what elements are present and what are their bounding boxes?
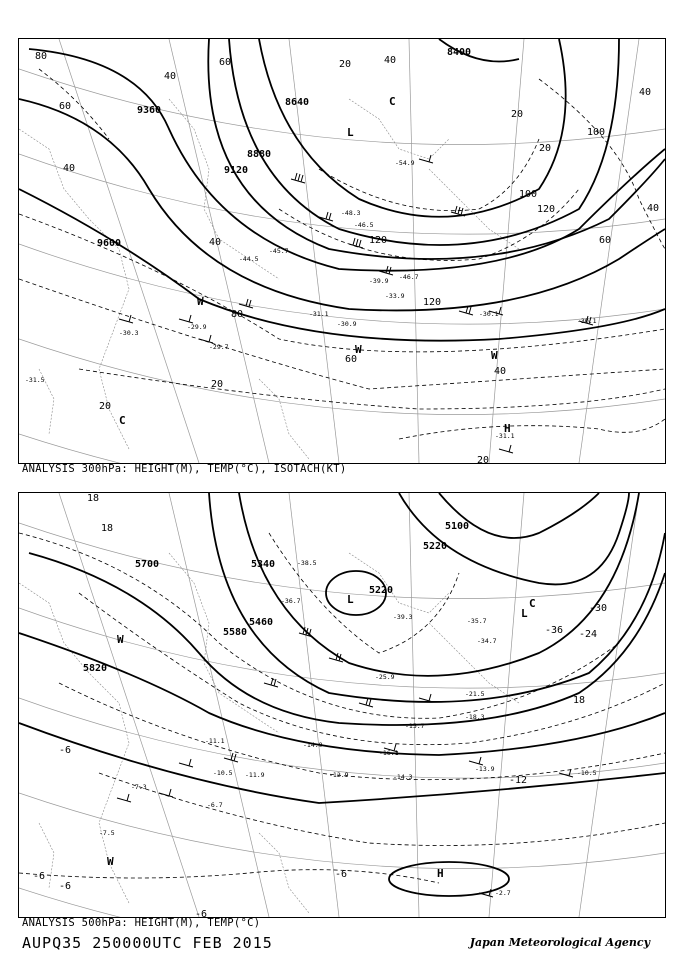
high-center-symbol: H xyxy=(504,422,511,435)
isotach-label: 40 xyxy=(63,163,76,174)
height-labels xyxy=(97,47,471,249)
isotach-contours xyxy=(19,69,665,439)
station-value: -34.7 xyxy=(477,637,497,645)
height-label: 5220 xyxy=(369,585,394,596)
station-value: -38.5 xyxy=(297,559,317,567)
isotach-label: 40 xyxy=(639,87,652,98)
station-value: -31.1 xyxy=(309,310,329,318)
height-label: 9360 xyxy=(137,105,162,116)
isotach-label: 20 xyxy=(211,379,224,390)
station-value: -2.7 xyxy=(495,889,511,897)
isotach-label: 40 xyxy=(209,237,222,248)
station-value: -31.1 xyxy=(495,432,515,440)
pressure-centers xyxy=(107,593,536,880)
height-label: 5700 xyxy=(135,559,160,570)
temperature-labels xyxy=(33,493,607,917)
low-center-symbol: L xyxy=(347,126,354,139)
station-value: -14.3 xyxy=(393,773,413,781)
station-value: -33.9 xyxy=(385,292,405,300)
isotach-label: 60 xyxy=(219,57,232,68)
height-label: 9600 xyxy=(97,238,122,249)
cold-center-symbol: C xyxy=(529,597,536,610)
warm-center-symbol: W xyxy=(197,295,204,308)
station-value: -39.3 xyxy=(393,613,413,621)
height-label: 5220 xyxy=(423,541,448,552)
station-value: -6.7 xyxy=(207,801,223,809)
station-value: -14.9 xyxy=(303,741,323,749)
station-value: -7.3 xyxy=(131,783,147,791)
station-value: -35.7 xyxy=(467,617,487,625)
high-center-symbol: H xyxy=(437,867,444,880)
chart-code-datetime: AUPQ35 250000UTC FEB 2015 xyxy=(22,934,273,952)
coastlines xyxy=(19,553,519,913)
isotach-label: 40 xyxy=(494,366,507,377)
station-value: -11.1 xyxy=(205,737,225,745)
station-value: -30.9 xyxy=(337,320,357,328)
isotach-label: 40 xyxy=(384,55,397,66)
temperature-label: -6 xyxy=(59,745,72,756)
wind-barbs xyxy=(117,627,573,897)
cold-center-symbol: C xyxy=(119,414,126,427)
station-value: -13.9 xyxy=(475,765,495,773)
chart-500hpa xyxy=(18,492,666,918)
chart-300hpa-map xyxy=(19,39,665,463)
station-value: -48.3 xyxy=(341,209,361,217)
temperature-label: -6 xyxy=(195,909,208,917)
warm-center-symbol: W xyxy=(491,349,498,362)
temperature-contours xyxy=(19,533,665,883)
station-value: -54.9 xyxy=(395,159,415,167)
agency-name: Japan Meteorological Agency xyxy=(469,936,650,949)
station-value: -46.5 xyxy=(354,221,374,229)
isotach-label: 100 xyxy=(587,127,606,138)
isotach-label: 20 xyxy=(477,455,490,463)
isotach-label: 60 xyxy=(345,354,358,365)
height-contours xyxy=(19,39,665,341)
station-value: -36.7 xyxy=(281,597,301,605)
station-value: -10.5 xyxy=(213,769,233,777)
station-value: -30.1 xyxy=(479,310,499,318)
station-value: -30.1 xyxy=(577,317,597,325)
height-label: 8880 xyxy=(247,149,272,160)
isotach-label: 20 xyxy=(539,143,552,154)
height-label: 8640 xyxy=(285,97,310,108)
station-value: -31.5 xyxy=(25,376,45,384)
station-value: -12.9 xyxy=(329,771,349,779)
station-value: -44.5 xyxy=(239,255,259,263)
temperature-label: -6 xyxy=(59,881,72,892)
station-value: -16.1 xyxy=(379,749,399,757)
isotach-label: 120 xyxy=(369,235,388,246)
low-center-symbol: L xyxy=(347,593,354,606)
temperature-label: -12 xyxy=(509,775,528,786)
station-value: -29.9 xyxy=(187,323,207,331)
station-value: -11.9 xyxy=(245,771,265,779)
station-value: -15.7 xyxy=(405,722,425,730)
station-value: -29.7 xyxy=(209,343,229,351)
station-value: -21.5 xyxy=(465,690,485,698)
station-value: -7.5 xyxy=(99,829,115,837)
station-value: -46.7 xyxy=(399,273,419,281)
warm-center-symbol: W xyxy=(117,633,124,646)
station-value: -39.9 xyxy=(369,277,389,285)
temperature-label: -36 xyxy=(545,625,564,636)
isotach-label: 120 xyxy=(537,204,556,215)
chart-500hpa-map xyxy=(19,493,665,917)
temperature-label: -6 xyxy=(335,869,348,880)
height-label: 5580 xyxy=(223,627,248,638)
temperature-label: -30 xyxy=(589,603,608,614)
height-label: 5340 xyxy=(251,559,276,570)
low-center-symbol: L xyxy=(521,607,528,620)
isotach-label: 80 xyxy=(35,51,48,62)
warm-center-symbol: W xyxy=(107,855,114,868)
height-contours xyxy=(19,493,665,896)
graticule xyxy=(19,493,665,917)
isotach-label: 60 xyxy=(59,101,72,112)
temperature-label: 18 xyxy=(573,695,586,706)
height-label: 9120 xyxy=(224,165,249,176)
height-label: 5460 xyxy=(249,617,274,628)
chart-500hpa-caption: ANALYSIS 500hPa: HEIGHT(M), TEMP(°C) xyxy=(22,917,261,929)
isotach-label: 120 xyxy=(423,297,442,308)
station-value: -25.9 xyxy=(375,673,395,681)
isotach-label: 20 xyxy=(339,59,352,70)
isotach-label: 40 xyxy=(164,71,177,82)
temperature-label: 18 xyxy=(87,493,100,504)
isotach-label: 60 xyxy=(599,235,612,246)
isotach-label: 100 xyxy=(519,189,538,200)
chart-300hpa-caption: ANALYSIS 300hPa: HEIGHT(M), TEMP(°C), ISOTACH(KT) xyxy=(22,463,347,475)
station-value: -30.3 xyxy=(119,329,139,337)
temperature-label: -24 xyxy=(579,629,598,640)
height-label: 5100 xyxy=(445,521,470,532)
station-value: -10.5 xyxy=(577,769,597,777)
height-label: 5820 xyxy=(83,663,108,674)
station-value: -45.7 xyxy=(269,247,289,255)
isotach-label: 20 xyxy=(511,109,524,120)
height-label: 8400 xyxy=(447,47,472,58)
isotach-label: 40 xyxy=(647,203,660,214)
station-value: -18.3 xyxy=(465,713,485,721)
isotach-label: 80 xyxy=(231,309,244,320)
temperature-label: -6 xyxy=(33,871,46,882)
chart-300hpa xyxy=(18,38,666,464)
cold-center-symbol: C xyxy=(389,95,396,108)
warm-center-symbol: W xyxy=(355,343,362,356)
temperature-label: 18 xyxy=(101,523,114,534)
isotach-label: 20 xyxy=(99,401,112,412)
